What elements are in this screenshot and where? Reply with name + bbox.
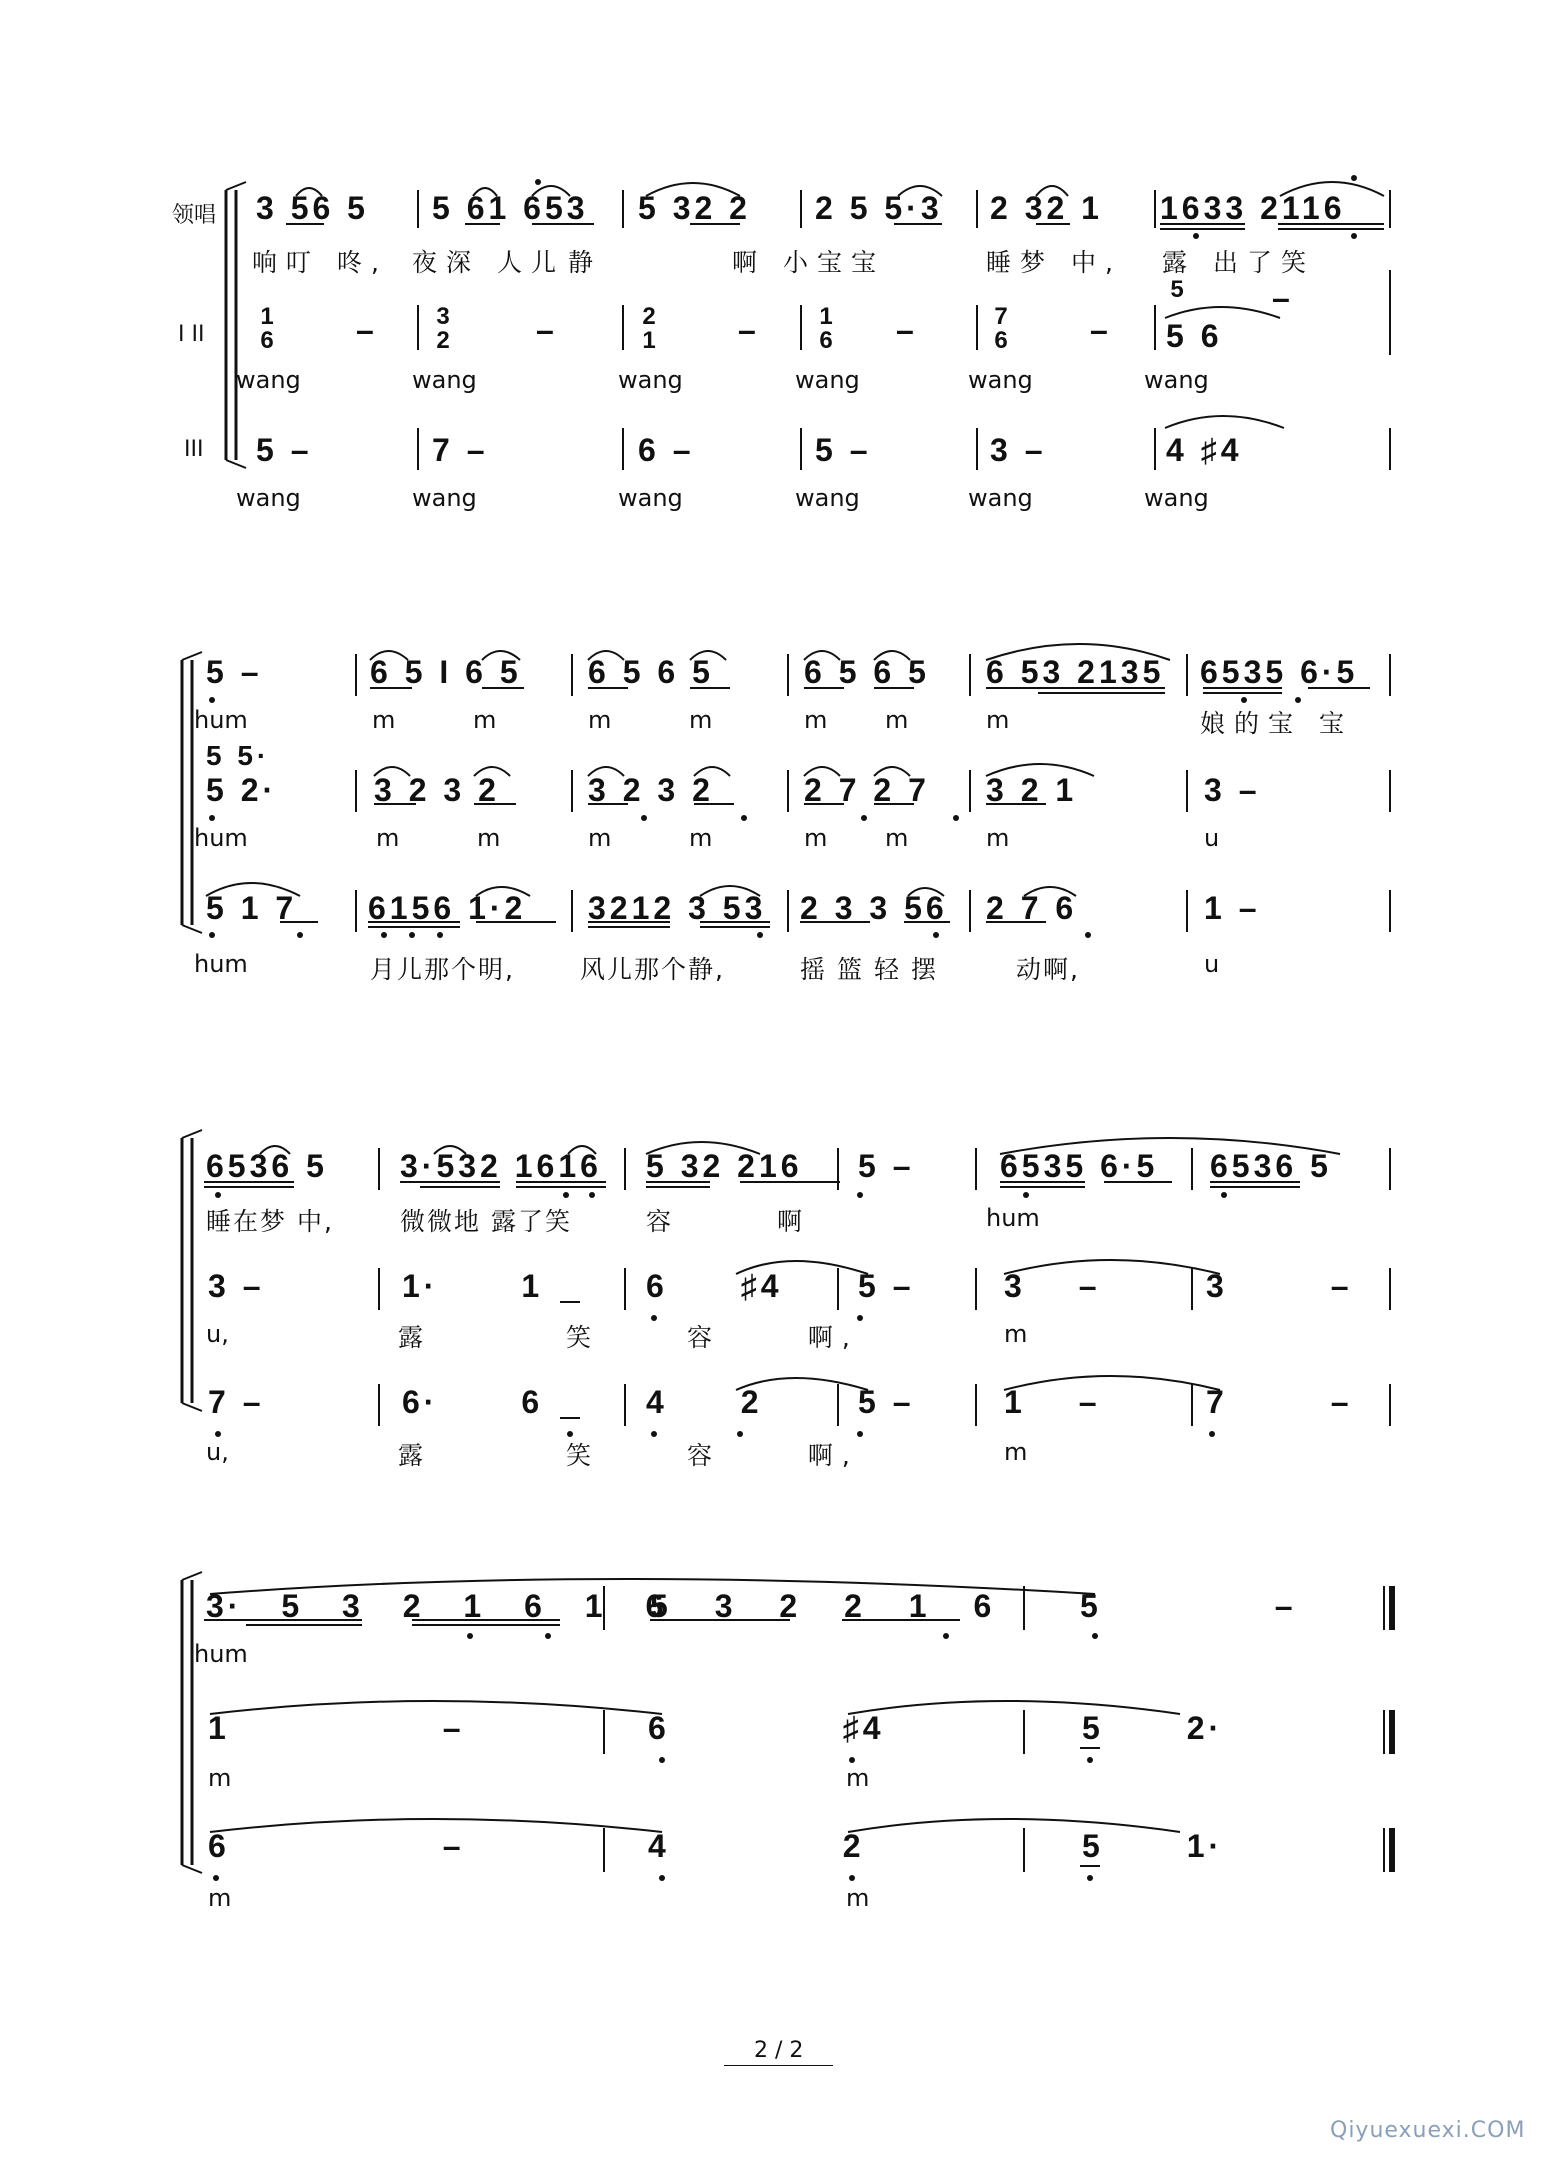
syllable: wang xyxy=(618,366,683,394)
lyric: 露 xyxy=(398,1323,433,1352)
lyric: m m xyxy=(372,706,497,734)
measure: 5 – xyxy=(256,432,313,468)
syllable: m m xyxy=(804,824,909,852)
syllable: m xyxy=(208,1764,232,1792)
lyric: 睡梦 中, xyxy=(986,248,1122,277)
measure: 6 53 2135 xyxy=(986,654,1165,690)
lyric: 夜深 人儿 xyxy=(412,248,565,277)
syllable: wang xyxy=(968,366,1033,394)
measure: 5 32 216 xyxy=(646,1148,803,1184)
measure-dash: – xyxy=(356,312,378,348)
lyric: 动啊, xyxy=(1016,955,1080,984)
lyric: u xyxy=(1204,950,1220,978)
measure: 5 – xyxy=(815,432,872,468)
measure: 3 – xyxy=(1204,772,1261,808)
measure: 3 – xyxy=(1004,1268,1101,1304)
measure: 2 7 6 xyxy=(986,890,1078,926)
syllable: m xyxy=(208,1884,232,1912)
syllable: wang xyxy=(618,484,683,512)
measure: 5 – xyxy=(206,654,263,690)
measure: 3 – xyxy=(990,432,1047,468)
lyric: 露 出了笑 xyxy=(1162,248,1315,277)
syllable: m xyxy=(846,1764,870,1792)
watermark: Qiyuexuexi.COM xyxy=(1330,2118,1526,2143)
measure: 7 – xyxy=(208,1384,265,1420)
syllable: wang xyxy=(1144,484,1209,512)
measure: 3 – xyxy=(1206,1268,1353,1304)
measure: 1 – xyxy=(1204,890,1261,926)
lyric: 睡在梦 中, xyxy=(206,1207,334,1236)
measure: 5 – xyxy=(858,1148,915,1184)
measure: 6535 6·5 xyxy=(1200,654,1359,690)
lyric: m xyxy=(986,706,1010,734)
lyric: 响叮 咚, xyxy=(252,248,388,277)
lyric: u, xyxy=(206,1320,229,1348)
lyric: 容 啊 xyxy=(646,1207,811,1236)
chord-stack: 7 6 xyxy=(994,303,1008,354)
measure: 1· 1 xyxy=(402,1268,544,1304)
lyric: m m xyxy=(804,706,909,734)
lyric: m xyxy=(1004,1320,1028,1348)
chord-top: 5 5· xyxy=(206,740,271,771)
chord-stack: 1 6 xyxy=(819,303,833,354)
measure: 7 – xyxy=(1206,1384,1353,1420)
lyric: 啊 小宝宝 xyxy=(732,248,885,277)
chord-stack: 5 xyxy=(1170,276,1184,303)
measure: 3 2 1 xyxy=(986,772,1078,808)
measure: 5 1· xyxy=(1082,1828,1224,1864)
measure: 3· 5 3 2 1 6 1 6 xyxy=(206,1588,668,1624)
measure: 4 2 xyxy=(646,1384,763,1420)
measure: 6156 1·2 xyxy=(368,890,527,926)
lyric: 笑 容 啊, xyxy=(566,1441,859,1470)
syllable: wang xyxy=(412,366,477,394)
measure: 1 – xyxy=(1004,1384,1101,1420)
measure: 1 – xyxy=(208,1710,465,1746)
syllable: wang xyxy=(412,484,477,512)
measure-dash: – xyxy=(1090,312,1112,348)
chord-stack: 2 1 xyxy=(642,303,656,354)
syllable: wang xyxy=(236,484,301,512)
lyric: hum xyxy=(194,1640,248,1668)
syllable: u xyxy=(1204,824,1220,852)
measure: 5 6 xyxy=(1166,318,1223,354)
part-label-lead: 领唱 xyxy=(172,203,217,228)
measure-dash: – xyxy=(896,312,918,348)
syllable: m m xyxy=(376,824,501,852)
syllable: m m xyxy=(588,824,713,852)
measure-dash: – xyxy=(738,312,760,348)
lyric: 露 xyxy=(398,1441,433,1470)
chord-stack: 3 2 xyxy=(436,303,450,354)
measure: 3 56 5 xyxy=(256,190,369,226)
measure: 5 3 2 2 1 6 xyxy=(650,1588,996,1624)
measure: 6 5 I 6 5 xyxy=(370,654,522,690)
measure: 2 7 2 7 xyxy=(804,772,930,808)
lyric: 风儿那个静, xyxy=(580,955,725,984)
part-label-1-2: I II xyxy=(178,322,205,347)
measure: 5 – xyxy=(1080,1588,1297,1624)
lyric: 微微地 露了笑 xyxy=(400,1207,572,1236)
measure: 5 32 2 xyxy=(638,190,751,226)
measure: 6 – xyxy=(638,432,695,468)
measure: 3 2 3 2 xyxy=(374,772,500,808)
measure-dash: – xyxy=(1272,280,1294,316)
syllable: m xyxy=(846,1884,870,1912)
measure: 6535 6·5 xyxy=(1000,1148,1159,1184)
syllable: m xyxy=(986,824,1010,852)
measure: 6 – xyxy=(208,1828,465,1864)
measure: 3·532 1616 xyxy=(400,1148,602,1184)
measure: 1633 2116 xyxy=(1160,190,1346,226)
lyric: m xyxy=(1004,1438,1028,1466)
part-label-3: III xyxy=(184,437,204,462)
lyric: m m xyxy=(588,706,713,734)
measure: 6· 6 xyxy=(402,1384,544,1420)
chord-bottom: 5 2· xyxy=(206,772,278,808)
page-number: 2 / 2 xyxy=(724,2038,833,2066)
lyric: u, xyxy=(206,1438,229,1466)
measure: 4 ♯4 xyxy=(1166,432,1243,468)
measure: 5 – xyxy=(858,1384,915,1420)
measure: 3 2 3 2 xyxy=(588,772,714,808)
measure: 6 ♯4 xyxy=(646,1268,783,1304)
measure: 3 – xyxy=(208,1268,265,1304)
measure: 4 2 xyxy=(648,1828,865,1864)
measure: 3212 3 53 xyxy=(588,890,767,926)
lyric: 娘的宝 宝 xyxy=(1200,709,1353,738)
measure: 2 5 5·3 xyxy=(815,190,943,226)
measure: 6 5 6 5 xyxy=(588,654,714,690)
measure: 5 2· xyxy=(1082,1710,1224,1746)
measure: 5 1 7 xyxy=(206,890,298,926)
measure: 6 ♯4 xyxy=(648,1710,885,1746)
measure: 2 3 3 56 xyxy=(800,890,948,926)
measure: 7 – xyxy=(432,432,489,468)
syllable: hum xyxy=(194,824,248,852)
measure: 5 – xyxy=(858,1268,915,1304)
measure: 6536 5 xyxy=(206,1148,328,1184)
syllable: wang xyxy=(236,366,301,394)
lyric: 月儿那个明, xyxy=(370,955,515,984)
measure: 6 5 6 5 xyxy=(804,654,930,690)
lyric: 摇篮轻摆 xyxy=(800,955,949,984)
lyric: hum xyxy=(194,706,248,734)
lyric: hum xyxy=(986,1204,1040,1232)
measure: 6536 5 xyxy=(1210,1148,1332,1184)
syllable: wang xyxy=(968,484,1033,512)
chord-stack: 1 6 xyxy=(260,303,274,354)
measure: 2 32 1 xyxy=(990,190,1103,226)
measure: 5 61 653 xyxy=(432,190,589,226)
lyric: 静 xyxy=(568,248,603,277)
syllable: wang xyxy=(795,484,860,512)
measure-dash: – xyxy=(536,312,558,348)
lyric: hum xyxy=(194,950,248,978)
syllable: wang xyxy=(1144,366,1209,394)
syllable: wang xyxy=(795,366,860,394)
lyric: 笑 容 啊, xyxy=(566,1323,859,1352)
